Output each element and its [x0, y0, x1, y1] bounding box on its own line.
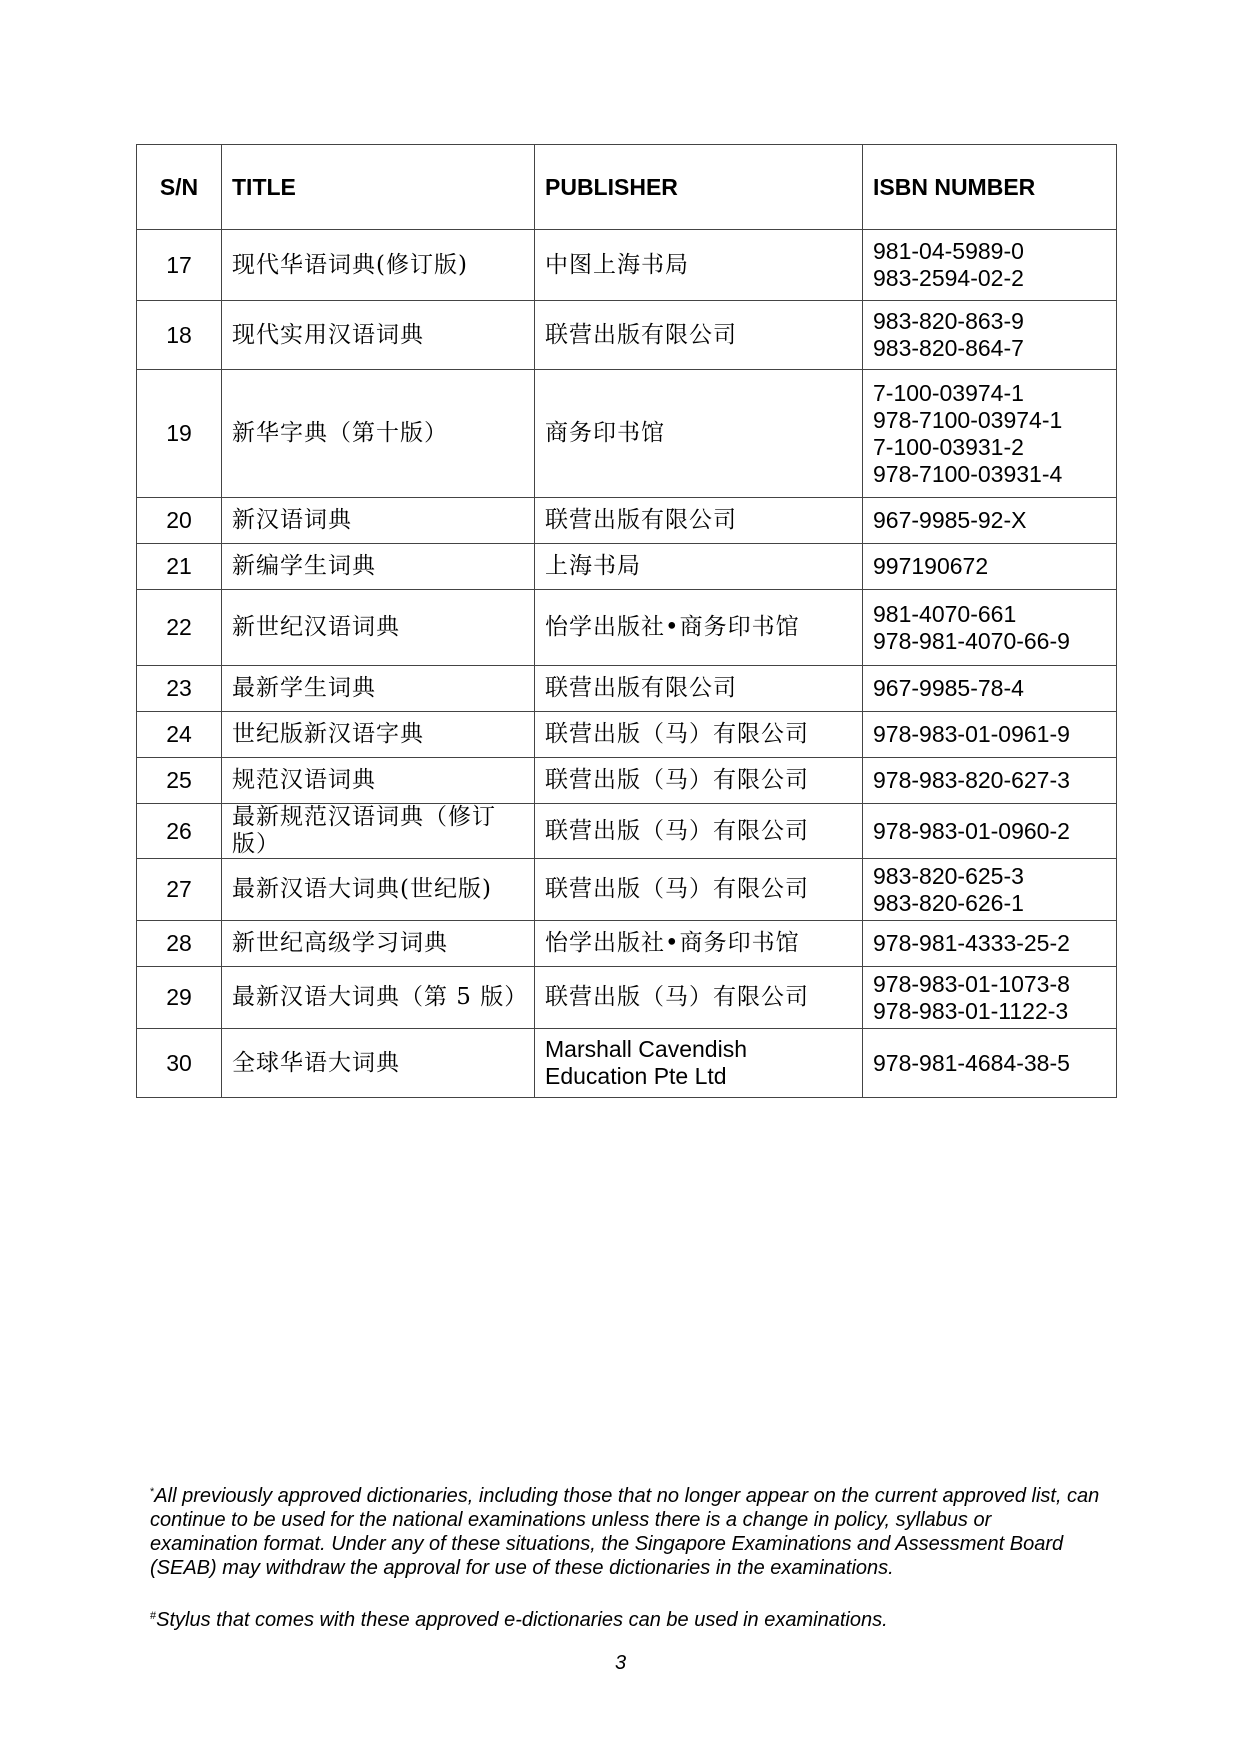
table-row: [137, 370, 1117, 498]
cell-title: 新编学生词典: [222, 544, 535, 590]
header-title: TITLE: [222, 145, 535, 230]
isbn-number: 978-983-01-1073-8: [873, 970, 1070, 997]
page-number: 3: [614, 1652, 627, 1674]
cell-isbn: [863, 1029, 1117, 1098]
cell-sn: 24: [137, 712, 222, 758]
footnote-approved-dictionaries: [150, 1480, 1100, 1580]
header-sn: S/N: [137, 145, 222, 230]
cell-sn: 20: [137, 498, 222, 544]
cell-publisher: 联营出版（马）有限公司: [535, 758, 863, 804]
cell-sn: 21: [137, 544, 222, 590]
isbn-number: 978-983-01-0961-9: [873, 721, 1070, 747]
footnote-stylus: [150, 1604, 1100, 1632]
cell-sn: 26: [137, 804, 222, 859]
cell-isbn: [863, 301, 1117, 370]
isbn-number: 978-7100-03931-4: [873, 460, 1063, 487]
cell-publisher: 联营出版（马）有限公司: [535, 804, 863, 859]
cell-title: 最新规范汉语词典（修订版）: [222, 804, 535, 859]
cell-publisher: 联营出版有限公司: [535, 666, 863, 712]
footnote-mark: #: [150, 1610, 157, 1622]
cell-title: 规范汉语词典: [222, 758, 535, 804]
cell-title: 现代实用汉语词典: [222, 301, 535, 370]
isbn-number: 981-04-5989-0: [873, 238, 1024, 264]
table-row: [137, 230, 1117, 301]
isbn-number: 978-983-820-627-3: [873, 767, 1070, 793]
isbn-number: 983-2594-02-2: [873, 265, 1024, 291]
header-publisher: PUBLISHER: [535, 145, 863, 230]
isbn-number: 983-820-864-7: [873, 335, 1024, 361]
cell-isbn: [863, 921, 1117, 967]
dictionary-table: [136, 144, 1117, 1098]
cell-title: 新世纪汉语词典: [222, 590, 535, 666]
table-row: [137, 859, 1117, 921]
table-row: [137, 921, 1117, 967]
table-row: [137, 804, 1117, 859]
table-body: [137, 230, 1117, 1098]
cell-sn: 23: [137, 666, 222, 712]
cell-publisher: 联营出版（马）有限公司: [535, 712, 863, 758]
cell-publisher: 商务印书馆: [535, 370, 863, 498]
cell-sn: 18: [137, 301, 222, 370]
table-row: [137, 967, 1117, 1029]
isbn-number: 978-7100-03974-1: [873, 406, 1063, 433]
cell-sn: 17: [137, 230, 222, 301]
cell-sn: 29: [137, 967, 222, 1029]
isbn-number: 981-4070-661: [873, 600, 1017, 627]
cell-title: 最新学生词典: [222, 666, 535, 712]
table-row: [137, 758, 1117, 804]
cell-publisher: 联营出版（马）有限公司: [535, 859, 863, 921]
isbn-number: 978-981-4333-25-2: [873, 930, 1070, 956]
cell-publisher: 怡学出版社•商务印书馆: [535, 921, 863, 967]
table-row: [137, 666, 1117, 712]
cell-isbn: [863, 967, 1117, 1029]
cell-sn: 30: [137, 1029, 222, 1098]
footnote-text: All previously approved dictionaries, including those that no longer appear on the current approved list, can continue to be used for the national examinations unless there is a change in policy, syllabus or examination format. Under any of these situations, the Singapore Examinations and Assessment Board (SEAB) may withdraw the approval for use of these dictionaries in the examinations.: [150, 1485, 1100, 1579]
header-isbn: ISBN NUMBER: [863, 145, 1117, 230]
cell-isbn: [863, 590, 1117, 666]
cell-title: 最新汉语大词典（第 5 版）: [222, 967, 535, 1029]
cell-title: 最新汉语大词典(世纪版): [222, 859, 535, 921]
cell-title: 新世纪高级学习词典: [222, 921, 535, 967]
cell-isbn: [863, 712, 1117, 758]
cell-sn: 22: [137, 590, 222, 666]
isbn-number: 978-981-4684-38-5: [873, 1049, 1070, 1076]
isbn-number: 967-9985-92-X: [873, 507, 1027, 533]
cell-title: 全球华语大词典: [222, 1029, 535, 1098]
cell-title: 新华字典（第十版）: [222, 370, 535, 498]
cell-isbn: [863, 859, 1117, 921]
isbn-number: 967-9985-78-4: [873, 675, 1024, 701]
footnotes: [150, 1480, 1100, 1632]
table-row: [137, 301, 1117, 370]
cell-sn: 28: [137, 921, 222, 967]
cell-isbn: [863, 498, 1117, 544]
cell-publisher: 联营出版有限公司: [535, 498, 863, 544]
cell-isbn: [863, 758, 1117, 804]
cell-isbn: [863, 230, 1117, 301]
cell-publisher: Marshall Cavendish Education Pte Ltd: [535, 1029, 863, 1098]
cell-publisher: 怡学出版社•商务印书馆: [535, 590, 863, 666]
isbn-number: 7-100-03931-2: [873, 433, 1024, 460]
isbn-number: 983-820-863-9: [873, 308, 1024, 334]
cell-publisher: 中图上海书局: [535, 230, 863, 301]
cell-title: 世纪版新汉语字典: [222, 712, 535, 758]
footnote-mark: *: [150, 1486, 155, 1498]
table-row: [137, 1029, 1117, 1098]
isbn-number: 978-983-01-0960-2: [873, 817, 1070, 844]
cell-sn: 19: [137, 370, 222, 498]
cell-isbn: [863, 544, 1117, 590]
isbn-number: 7-100-03974-1: [873, 379, 1024, 406]
cell-sn: 25: [137, 758, 222, 804]
isbn-number: 983-820-625-3: [873, 862, 1024, 889]
cell-publisher: 联营出版（马）有限公司: [535, 967, 863, 1029]
cell-isbn: [863, 370, 1117, 498]
table-header-row: [137, 145, 1117, 230]
table-row: [137, 544, 1117, 590]
cell-publisher: 联营出版有限公司: [535, 301, 863, 370]
cell-title: 新汉语词典: [222, 498, 535, 544]
table-row: [137, 712, 1117, 758]
isbn-number: 983-820-626-1: [873, 889, 1024, 916]
cell-sn: 27: [137, 859, 222, 921]
cell-title: 现代华语词典(修订版): [222, 230, 535, 301]
isbn-number: 978-983-01-1122-3: [873, 997, 1069, 1024]
cell-isbn: [863, 804, 1117, 859]
table-row: [137, 590, 1117, 666]
table-row: [137, 498, 1117, 544]
footnote-text: Stylus that comes with these approved e-dictionaries can be used in examinations.: [156, 1609, 888, 1631]
cell-isbn: [863, 666, 1117, 712]
cell-publisher: 上海书局: [535, 544, 863, 590]
isbn-number: 997190672: [873, 553, 989, 579]
isbn-number: 978-981-4070-66-9: [873, 627, 1070, 654]
